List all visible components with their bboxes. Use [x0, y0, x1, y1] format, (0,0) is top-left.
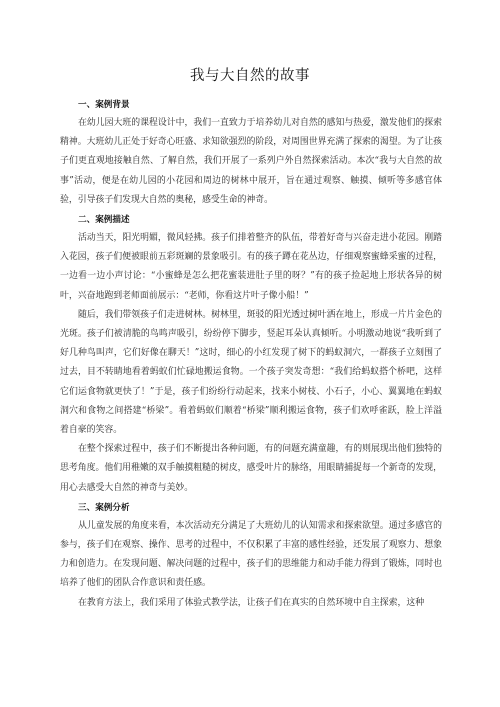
- section-heading: 二、案例描述: [78, 215, 130, 226]
- paragraph: 活动当天，阳光明媚，微风轻拂。孩子们排着整齐的队伍，带着好奇与兴奋走进小花园。刚踏入花园，孩子们便被眼前五彩斑斓的景象吸引。有的孩子蹲在花丛边，仔细观察蜜蜂采蜜的过程，一边看一边小声讨论：“小蜜蜂是怎么把花蜜装进肚子里的呀？”有的孩子捡起地上形状各异的树叶，兴奋地跑到老师面前展示：“老师，你看这片叶子像小船！”: [60, 233, 442, 301]
- document-body: [60, 95, 442, 613]
- paragraph: 在幼儿园大班的课程设计中，我们一直致力于培养幼儿对自然的感知与热爱，激发他们的探索精神。大班幼儿正处于好奇心旺盛、求知欲强烈的阶段，对周围世界充满了探索的渴望。为了让孩子们更直观地接触自然、了解自然，我们开展了一系列户外自然探索活动。本次“我与大自然的故事”活动，便是在幼儿园的小花园和周边的树林中展开，旨在通过观察、触摸、倾听等多感官体验，引导孩子们发现大自然的奥秘，感受生命的神奇。: [60, 118, 442, 205]
- section-analysis: [60, 499, 442, 613]
- paragraph: 随后，我们带领孩子们走进树林。树林里，斑驳的阳光透过树叶洒在地上，形成一片片金色的光斑。孩子们被清脆的鸟鸣声吸引，纷纷停下脚步，竖起耳朵认真倾听。小明激动地说“我听到了好几种鸟叫声，它们好像在聊天！”这时，细心的小红发现了树下的蚂蚁洞穴，一群孩子立刻围了过去，目不转睛地看着蚂蚁们忙碌地搬运食物。一个孩子突发奇想：“我们给蚂蚁搭个桥吧，这样它们运食物就更快了！”于是，孩子们纷纷行动起来，找来小树枝、小石子，小心、翼翼地在蚂蚁洞穴和食物之间搭建“桥梁”。看着蚂蚁们顺着“桥梁”顺利搬运食物，孩子们欢呼雀跃，脸上洋溢着自豪的笑容。: [60, 309, 442, 436]
- paragraph: 在教育方法上，我们采用了体验式教学法，让孩子们在真实的自然环境中自主探索，这种: [78, 597, 425, 608]
- section-background: [60, 96, 442, 210]
- paragraph: 在整个探索过程中，孩子们不断提出各种问题，有的问题充满童趣，有的则展现出他们独特的思考角度。他们用稚嫩的双手触摸粗糙的树皮，感受叶片的脉络，用眼睛捕捉每一个新奇的发现，用心去感受大自然的神奇与美妙。: [60, 444, 442, 493]
- paragraph: 从儿童发展的角度来看，本次活动充分满足了大班幼儿的认知需求和探索欲望。通过多感官的参与，孩子们在观察、操作、思考的过程中，不仅积累了丰富的感性经验，还发展了观察力、想象力和创造力。在发现问题、解决问题的过程中，孩子们的思维能力和动手能力得到了锻炼，同时也培养了他们的团队合作意识和责任感。: [60, 520, 442, 589]
- section-heading: 三、案例分析: [78, 502, 130, 513]
- section-description: [60, 211, 442, 498]
- section-heading: 一、案例背景: [78, 100, 130, 110]
- document-title: 我与大自然的故事: [190, 68, 310, 84]
